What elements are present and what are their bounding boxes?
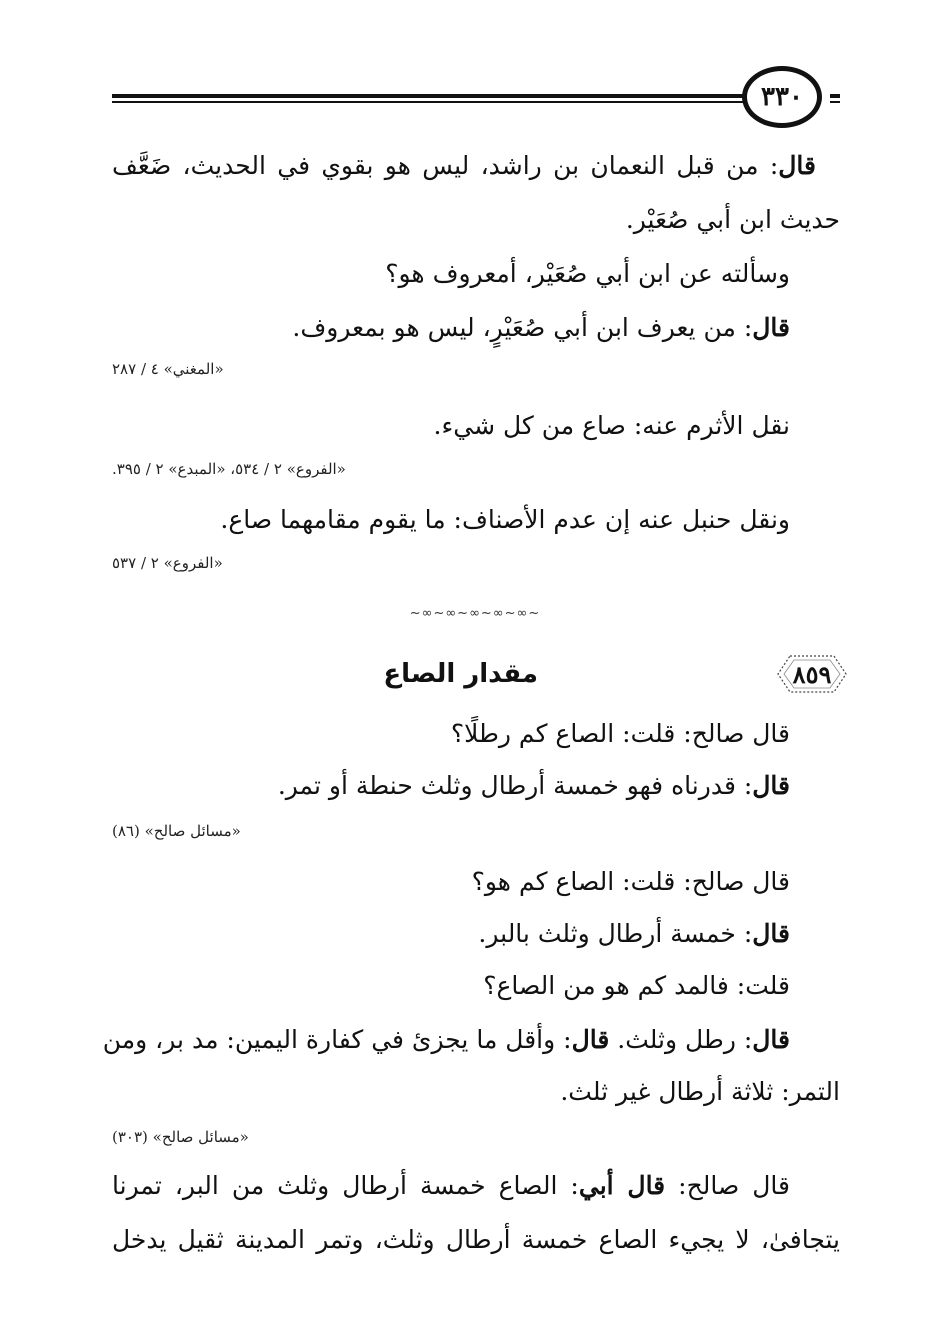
text-line bbox=[292, 308, 790, 348]
text-line: نقل الأثرم عنه: صاع من كل شيء. bbox=[433, 411, 790, 440]
citation: «المغني» ٤ / ٢٨٧ bbox=[112, 360, 224, 378]
text-line: وسألته عن ابن أبي صُعَيْر، أمعروف هو؟ bbox=[385, 259, 790, 288]
citation: «الفروع» ٢ / ٥٣٧ bbox=[112, 554, 223, 572]
section-title: مقدار الصاع bbox=[383, 659, 538, 689]
text-line: ونقل حنبل عنه إن عدم الأصناف: ما يقوم مقامهما صاع. bbox=[220, 505, 790, 534]
line-text: : من يعرف ابن أبي صُعَيْرٍ، ليس هو بمعروف. bbox=[292, 313, 753, 342]
section-number: ٨٥٩ bbox=[792, 659, 832, 689]
line-text: قال صالح: bbox=[665, 1171, 790, 1200]
line-text: : الصاع خمسة أرطال وثلث من البر، تمرنا bbox=[112, 1171, 579, 1200]
speaker-label: قال bbox=[752, 1025, 790, 1054]
speaker-label: قال bbox=[571, 1025, 610, 1054]
citation: «الفروع» ٢ / ٥٣٤، «المبدع» ٢ / ٣٩٥. bbox=[112, 460, 346, 478]
citation: «مسائل صالح» (٣٠٣) bbox=[112, 1128, 249, 1146]
speaker-label: قال bbox=[752, 313, 790, 342]
header-rule-right-thick bbox=[830, 94, 840, 98]
text-line: قلت: فالمد كم هو من الصاع؟ bbox=[483, 971, 790, 1000]
speaker-label: قال bbox=[752, 919, 790, 948]
header-rule-thin bbox=[112, 101, 752, 103]
text-line bbox=[112, 146, 816, 186]
speaker-label: قال bbox=[778, 151, 816, 180]
text-line: قال صالح: قلت: الصاع كم هو؟ bbox=[471, 867, 790, 896]
citation: «مسائل صالح» (٨٦) bbox=[112, 822, 241, 840]
line-text: : رطل وثلث. bbox=[609, 1025, 753, 1054]
line-text: : خمسة أرطال وثلث بالبر. bbox=[478, 919, 753, 948]
text-line bbox=[278, 766, 790, 806]
speaker-label: قال أبي bbox=[578, 1171, 666, 1200]
text-line: حديث ابن أبي صُعَيْر. bbox=[625, 205, 840, 234]
text-line bbox=[112, 1166, 790, 1206]
text-line bbox=[102, 1020, 790, 1060]
line-text: : وأقل ما يجزئ في كفارة اليمين: مد بر، ومن bbox=[102, 1025, 572, 1054]
text-line: يتجافىٰ، لا يجيء الصاع خمسة أرطال وثلث، وتمر المدينة ثقيل يدخل bbox=[112, 1225, 840, 1254]
page-number: ٣٣٠ bbox=[742, 66, 822, 128]
header-rule-thick bbox=[112, 94, 752, 98]
line-text: : قدرناه فهو خمسة أرطال وثلث حنطة أو تمر. bbox=[277, 771, 753, 800]
header-rule-right-thin bbox=[830, 101, 840, 103]
text-line bbox=[478, 914, 790, 954]
section-ornament: ~∞~∞~∞~∞~∞~ bbox=[409, 605, 541, 621]
text-line: قال صالح: قلت: الصاع كم رطلًا؟ bbox=[450, 719, 790, 748]
speaker-label: قال bbox=[752, 771, 790, 800]
text-line: التمر: ثلاثة أرطال غير ثلث. bbox=[560, 1077, 840, 1106]
line-text: : من قبل النعمان بن راشد، ليس هو بقوي في الحديث، ضَعَّف bbox=[112, 151, 779, 180]
